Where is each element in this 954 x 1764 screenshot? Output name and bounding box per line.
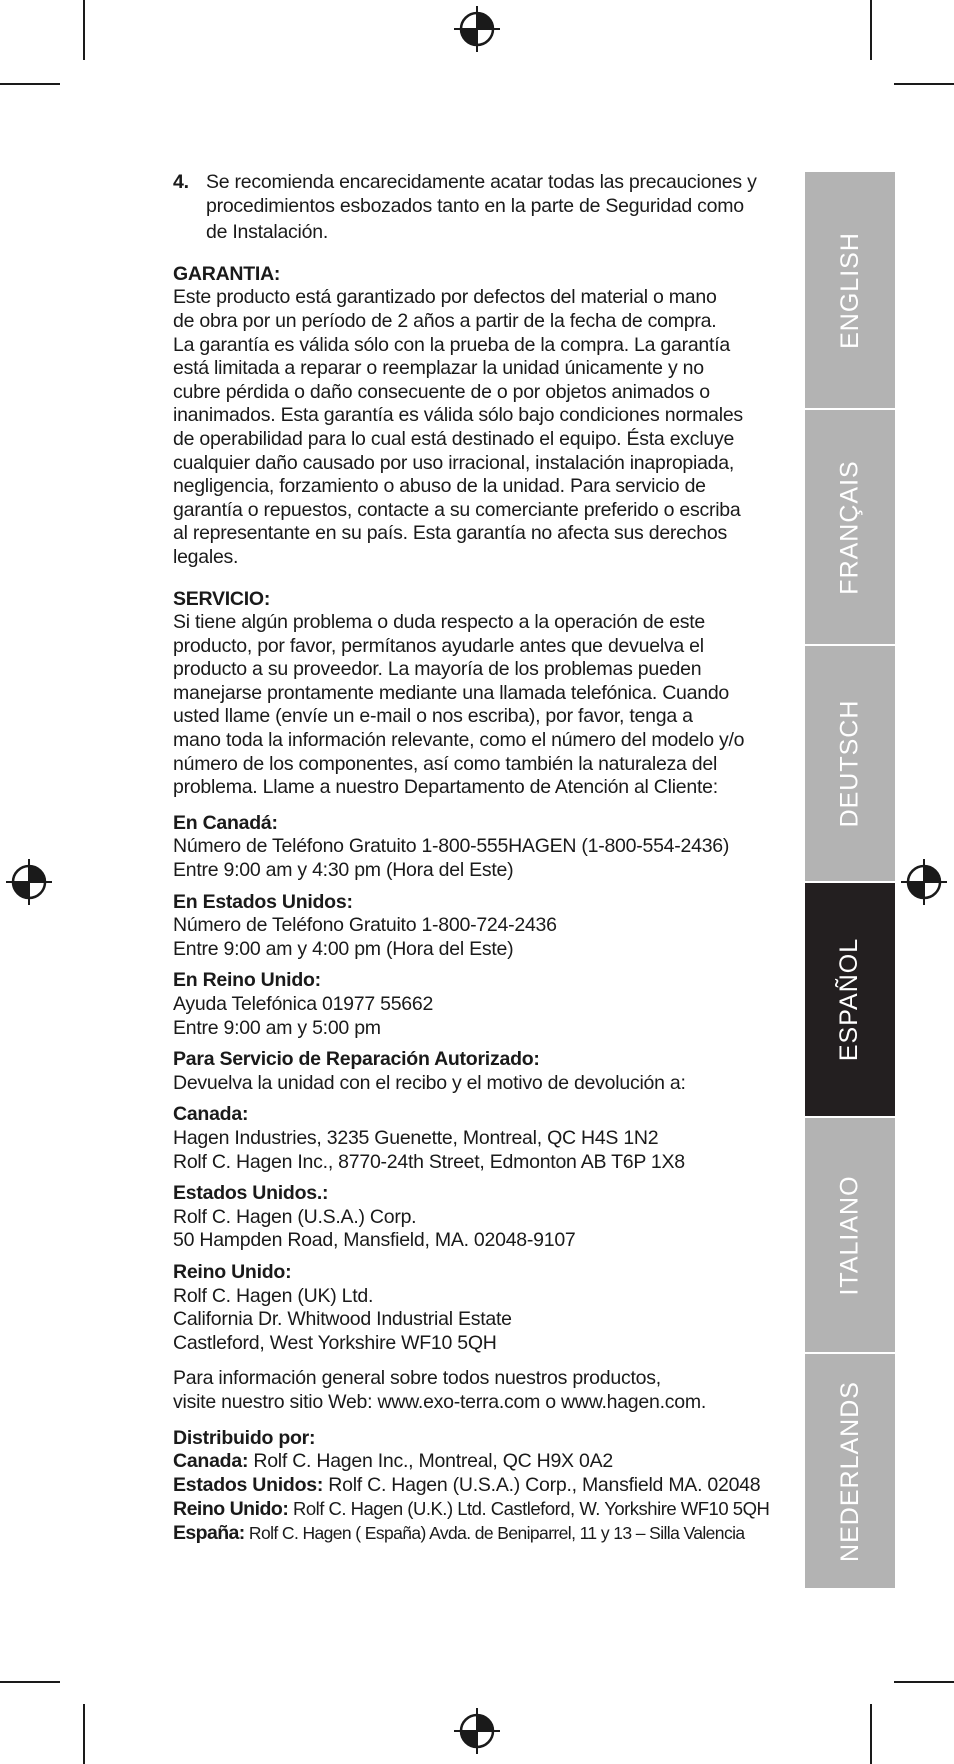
canada-phone-hours: Entre 9:00 am y 4:30 pm (Hora del Este)	[173, 859, 514, 882]
registration-mark-left-icon	[6, 859, 52, 905]
uk-address-heading: Reino Unido:	[173, 1260, 292, 1283]
servicio-line: Si tiene algún problema o duda respecto a la operación de este	[173, 611, 705, 634]
usa-phone-hours: Entre 9:00 am y 4:00 pm (Hora del Este)	[173, 937, 514, 960]
registration-mark-bottom-icon	[454, 1708, 500, 1754]
tab-english[interactable]	[805, 172, 895, 408]
usa-address-heading: Estados Unidos.:	[173, 1182, 329, 1205]
list-item-line: Se recomienda encarecidamente acatar todas las precauciones y	[206, 171, 757, 193]
tab-label: ESPAÑOL	[835, 937, 864, 1062]
servicio-line: producto a su proveedor. La mayoría de los problemas pueden	[173, 658, 702, 681]
crop-mark-top-right-horizontal	[894, 83, 954, 85]
garantia-line: legales.	[173, 545, 239, 568]
repair-heading: Para Servicio de Reparación Autorizado:	[173, 1048, 540, 1071]
uk-phone-line: Ayuda Telefónica 01977 55662	[173, 993, 434, 1015]
list-item-line: procedimientos esbozados tanto en la parte de Seguridad como	[206, 194, 744, 217]
garantia-line: de obra por un período de 2 años a partir de la fecha de compra.	[173, 309, 717, 332]
servicio-line: producto, por favor, permítanos ayudarle antes que devuelva el	[173, 634, 704, 657]
garantia-heading: GARANTIA:	[173, 262, 281, 285]
canada-address-line: Rolf C. Hagen Inc., 8770-24th Street, Edmonton AB T6P 1X8	[173, 1150, 685, 1173]
distributor-address: Rolf C. Hagen ( España) Avda. de Beniparrel, 11 y 13 – Silla Valencia	[244, 1522, 745, 1543]
crop-mark-top-left-vertical	[83, 0, 85, 60]
distributor-country: Canada:	[173, 1450, 249, 1473]
garantia-line: garantía o repuestos, contacte a su comerciante preferido o escriba	[173, 498, 741, 521]
uk-phone-hours: Entre 9:00 am y 5:00 pm	[173, 1016, 381, 1039]
distributor-row	[173, 1474, 788, 1498]
garantia-line: al representante en su país. Esta garantía no afecta sus derechos	[173, 522, 727, 545]
list-item-number: 4.	[173, 171, 189, 193]
distributed-by-heading: Distribuido por:	[173, 1426, 316, 1449]
general-info-line: visite nuestro sitio Web: www.exo-terra.com o www.hagen.com.	[173, 1390, 707, 1413]
registration-mark-right-icon	[901, 859, 947, 905]
uk-address-line: Rolf C. Hagen (UK) Ltd.	[173, 1284, 374, 1307]
repair-line: Devuelva la unidad con el recibo y el motivo de devolución a:	[173, 1071, 686, 1094]
crop-mark-bottom-right-horizontal	[894, 1681, 954, 1683]
tab-label: FRANÇAIS	[835, 459, 864, 595]
garantia-line: inanimados. Esta garantía es válida sólo bajo condiciones normales	[173, 404, 743, 427]
distributor-row	[173, 1522, 788, 1546]
garantia-text	[173, 286, 788, 569]
language-tabs	[805, 172, 895, 1588]
distributor-list	[173, 1450, 788, 1545]
canada-address-heading: Canada:	[173, 1103, 249, 1126]
garantia-line: de operabilidad para lo cual está destinado el equipo. Ésta excluye	[173, 427, 735, 450]
crop-mark-top-left-horizontal	[0, 83, 60, 85]
tab-label: DEUTSCH	[835, 699, 864, 828]
garantia-line: cualquier daño causado por uso irracional, instalación inapropiada,	[173, 451, 735, 474]
general-info-line: Para información general sobre todos nuestros productos,	[173, 1367, 661, 1390]
usa-address-line: Rolf C. Hagen (U.S.A.) Corp.	[173, 1205, 417, 1228]
servicio-line: manejarse prontamente mediante una llamada telefónica. Cuando	[173, 681, 730, 704]
crop-mark-bottom-left-vertical	[83, 1704, 85, 1764]
tab-espanol[interactable]	[805, 883, 895, 1116]
list-item-line: de Instalación.	[206, 221, 329, 244]
canada-phone-line: Número de Teléfono Gratuito 1-800-555HAGEN (1-800-554-2436)	[173, 835, 730, 858]
tab-label: NEDERLANDS	[835, 1380, 864, 1562]
tab-label: ENGLISH	[835, 231, 864, 349]
garantia-line: negligencia, forzamiento o abuso de la unidad. Para servicio de	[173, 475, 706, 498]
servicio-line: número de los componentes, así como también la naturaleza del	[173, 752, 718, 775]
canada-address-line: Hagen Industries, 3235 Guenette, Montreal, QC H4S 1N2	[173, 1126, 659, 1149]
canada-phone-heading: En Canadá:	[173, 811, 278, 834]
distributor-address: Rolf C. Hagen (U.S.A.) Corp., Mansfield MA. 02048	[323, 1473, 761, 1496]
tab-deutsch[interactable]	[805, 646, 895, 881]
distributor-address: Rolf C. Hagen Inc., Montreal, QC H9X 0A2	[248, 1450, 613, 1473]
distributor-country: Reino Unido:	[173, 1498, 289, 1521]
servicio-heading: SERVICIO:	[173, 587, 271, 610]
usa-address-line: 50 Hampden Road, Mansfield, MA. 02048-9107	[173, 1229, 576, 1252]
garantia-line: cubre pérdida o daño consecuente de o por objetos animados o	[173, 380, 710, 403]
garantia-line: está limitada a reparar o reemplazar la unidad únicamente y no	[173, 357, 704, 380]
usa-phone-heading: En Estados Unidos:	[173, 890, 353, 913]
crop-mark-top-right-vertical	[870, 0, 872, 60]
distributor-row	[173, 1450, 788, 1474]
crop-mark-bottom-right-vertical	[870, 1704, 872, 1764]
tab-italiano[interactable]	[805, 1118, 895, 1352]
distributor-country: Estados Unidos:	[173, 1473, 324, 1496]
servicio-line: problema. Llame a nuestro Departamento de Atención al Cliente:	[173, 776, 718, 799]
distributor-row	[173, 1497, 788, 1522]
manual-page-content	[173, 171, 788, 1545]
list-item-4	[173, 171, 788, 245]
tab-label: ITALIANO	[835, 1174, 864, 1296]
uk-phone-heading: En Reino Unido:	[173, 969, 321, 992]
tab-francais[interactable]	[805, 410, 895, 644]
servicio-line: mano toda la información relevante, como el número del modelo y/o	[173, 729, 745, 752]
crop-mark-bottom-left-horizontal	[0, 1681, 60, 1683]
garantia-line: La garantía es válida sólo con la prueba de la compra. La garantía	[173, 333, 730, 356]
uk-address-line: Castleford, West Yorkshire WF10 5QH	[173, 1331, 497, 1354]
registration-mark-top-icon	[454, 6, 500, 52]
usa-phone-line: Número de Teléfono Gratuito 1-800-724-2436	[173, 914, 557, 937]
garantia-line: Este producto está garantizado por defectos del material o mano	[173, 286, 717, 309]
tab-nederlands[interactable]	[805, 1354, 895, 1588]
distributor-country: España:	[173, 1521, 245, 1544]
servicio-text	[173, 611, 788, 800]
servicio-line: usted llame (envíe un e-mail o nos escriba), por favor, tenga a	[173, 705, 693, 728]
distributor-address: Rolf C. Hagen (U.K.) Ltd. Castleford, W. Yorkshire WF10 5QH	[288, 1498, 770, 1520]
uk-address-line: California Dr. Whitwood Industrial Estate	[173, 1308, 512, 1331]
